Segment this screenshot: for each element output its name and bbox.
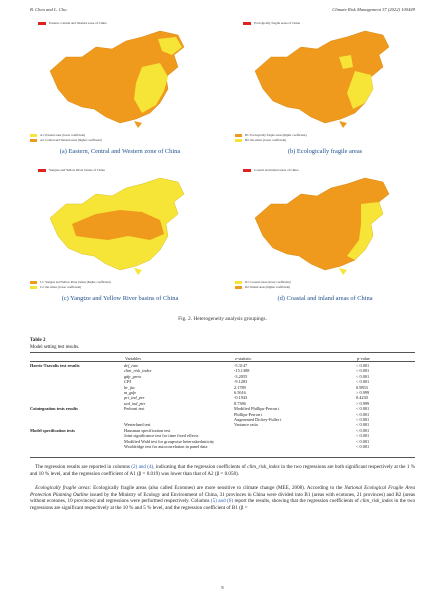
table-cell: < 0.001 — [356, 417, 370, 423]
panel-b-caption: (b) Ecologically fragile areas — [287, 148, 363, 155]
panel-a-legend: A1: Eastern zone (lower coefficient) A2: Central and Western zone (higher coefficient) — [30, 133, 102, 143]
table-cell: br_fac — [124, 384, 136, 390]
panel-d-top-legend: Coastal and inland areas of China — [243, 168, 298, 172]
panel-a — [30, 21, 210, 159]
table-cell: Modified Phillips-Perron t — [234, 406, 280, 412]
table-cell: -9.1283 — [234, 379, 248, 385]
paragraph-1: The regression results are reported in columns (2) and (4), indicating that the regression coefficients of clim_risk_index in the two regressions are both significant respectively at the 1 % and 10 % level, and the regression coefficient of A1 (β = 0.019) was lower than that of A2 (β = 0.058). — [30, 464, 416, 477]
table-bottom-rule — [30, 457, 415, 458]
table-cell: 8.7386 — [234, 400, 246, 406]
table-cell: < 0.001 — [356, 373, 370, 379]
model-tests-table — [30, 354, 415, 450]
panel-d-legend: D1: Coastal areas (lower coefficient) D2: Inland areas (higher coefficient) — [235, 280, 291, 290]
figure-caption: Fig. 2. Heterogeneity analysis groupings. — [178, 316, 267, 322]
table-cell: < 0.001 — [356, 427, 370, 433]
panel-b — [235, 21, 415, 159]
panel-c — [30, 168, 210, 306]
table-cell: Modified Wald test for groupwise heteroskedasticity — [124, 438, 215, 444]
header-cell: Variables — [125, 356, 141, 361]
map-b — [243, 27, 407, 131]
table-cell: Phillips-Perron t — [234, 411, 263, 417]
table-cell: < 0.001 — [356, 406, 370, 412]
table-cell: Wooldridge test for autocorrelation in panel data — [124, 444, 208, 450]
table-header-row — [30, 354, 415, 363]
table-cell: 0.9853 — [356, 384, 368, 390]
table-cell: Harris-Tzavalis test results — [30, 363, 80, 368]
table-cell: -0.1943 — [234, 395, 248, 401]
table-cell — [30, 444, 124, 449]
table-cell: 6.5616 — [234, 390, 246, 396]
page-number: 8 — [221, 585, 224, 590]
table-cell: Model specification tests — [30, 427, 75, 433]
table-cell: < 0.001 — [356, 444, 370, 450]
table-cell: > 0.999 — [356, 400, 370, 406]
table-subtitle: Model setting test results. — [30, 345, 80, 350]
panel-c-top-legend: Yangtze and Yellow River basins of China — [38, 168, 105, 172]
table-cell: sed_ind_per — [124, 400, 146, 406]
map-d — [243, 174, 407, 278]
header-journal: Climate Risk Management 37 (2022) 100449 — [332, 7, 415, 12]
panel-a-caption: (a) Eastern, Central and Western zone of China — [59, 148, 181, 155]
columns-link[interactable]: (5) and (6) — [210, 498, 234, 505]
header-cell: p-value — [357, 356, 370, 361]
panel-b-top-legend: Ecologically fragile areas of China — [243, 21, 300, 25]
table-cell: < 0.001 — [356, 433, 370, 439]
table-cell: Variance ratio — [234, 422, 258, 428]
table-cell: Pedroni test — [124, 406, 145, 412]
table-row — [30, 444, 415, 449]
panel-c-legend: C1: Yangtze and Yellow River basins (higher coefficient) C2: the others (lower coefficient) — [30, 280, 111, 290]
header-cell — [30, 354, 124, 363]
table-cell: -3.2055 — [234, 373, 248, 379]
table-cell: gdp_grow — [124, 373, 142, 379]
header-authors: B. Chen and L. Chu — [30, 7, 67, 12]
table-cell: < 0.001 — [356, 438, 370, 444]
table-cell: < 0.001 — [356, 363, 370, 368]
table-cell: < 0.001 — [356, 411, 370, 417]
table-cell: -15.1388 — [234, 368, 250, 374]
panel-c-caption: (c) Yangtze and Yellow River basins of China — [61, 295, 179, 302]
table-cell — [234, 444, 356, 449]
table-cell: CPI — [124, 379, 131, 385]
panel-a-top-legend: Eastern, Central and Western zone of China — [38, 21, 107, 25]
map-a — [38, 27, 202, 131]
panel-d — [235, 168, 415, 306]
running-header — [30, 7, 415, 17]
table-cell: < 0.001 — [356, 379, 370, 385]
table-cell: clim_risk_index — [124, 368, 152, 374]
table-cell: Hausman specification test — [124, 427, 171, 433]
paragraph-2: Ecologically fragile areas: Ecologically fragile areas (also called Ecotones) are more sensitive to climate change (MEE, 2008). According to the National Ecological Fragile Area Protection Planning Outline issued by the Ministry of Ecology and Environment of China, 31 provinces in China were divided into B1 (areas with ecotones, 21 provinces) and B2 (areas without ecotones, 10 provinces) and regressions were performed respectively. Columns (5) and (6) report the results, showing that the regression coefficients of clim_risk_index in the two regressions are significant respectively at the 10 % and 5 % level, and the regression coefficient of B1 (β = — [30, 485, 416, 511]
table-cell: -5.3147 — [234, 363, 248, 368]
table-cell: Westerlund test — [124, 422, 151, 428]
header-cell: z-statistic — [235, 356, 252, 361]
table-top-rule — [30, 352, 415, 353]
table-cell: m_gdp — [124, 390, 136, 396]
table-title: Table 2 — [30, 338, 46, 343]
table-cell: pri_ind_per — [124, 395, 145, 401]
columns-link[interactable]: (2) and (4) — [131, 464, 154, 470]
table-cell: < 0.001 — [356, 368, 370, 374]
panel-d-caption: (d) Coastal and inland areas of China — [277, 295, 373, 302]
table-cell: def_rate — [124, 363, 139, 368]
table-cell: 2.1789 — [234, 384, 246, 390]
table-cell: Joint significance test for time fixed effects — [124, 433, 199, 439]
table-cell: Augmented Dickey-Fuller t — [234, 417, 282, 423]
table-cell: < 0.001 — [356, 422, 370, 428]
map-c — [38, 174, 202, 278]
table-cell: > 0.999 — [356, 390, 370, 396]
table-cell: Cointegration tests results — [30, 406, 78, 412]
panel-b-legend: B1: Ecologically fragile areas (higher coefficient) B2: the others (lower coefficient) — [235, 133, 307, 143]
table-cell: 0.4230 — [356, 395, 368, 401]
